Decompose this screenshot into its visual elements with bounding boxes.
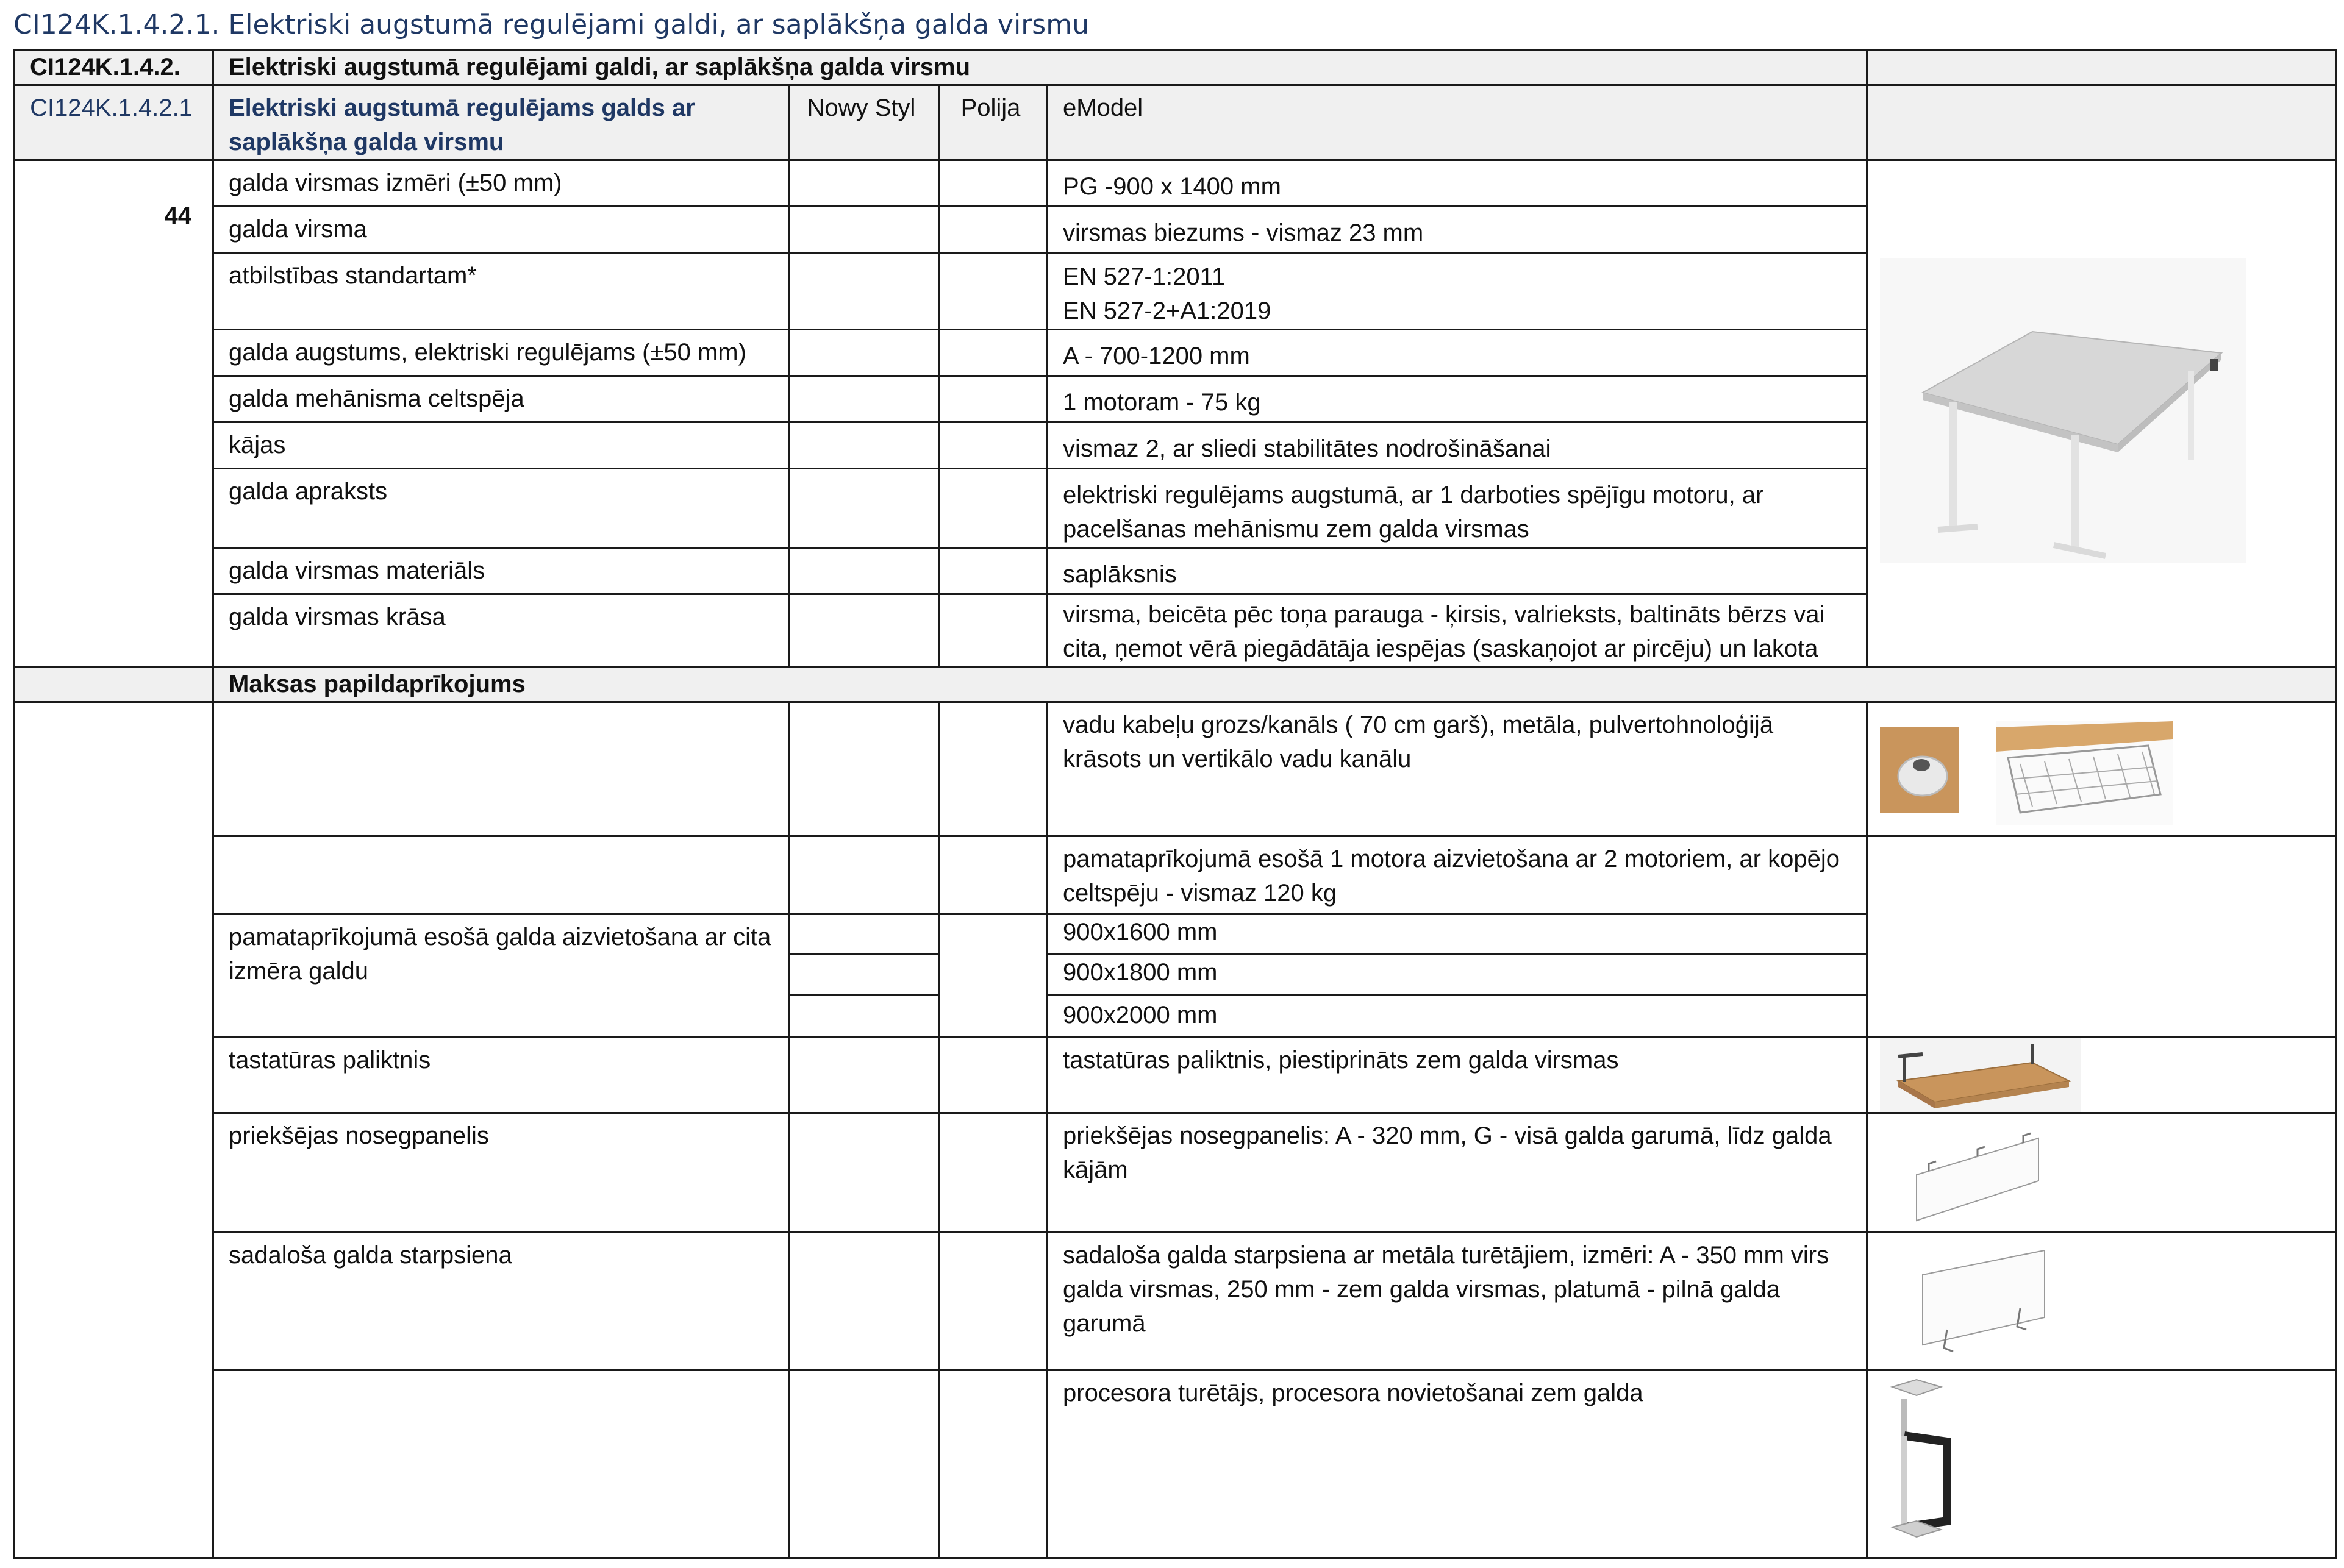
empty-cell <box>939 207 1048 253</box>
empty-cell <box>789 914 939 955</box>
spec-table-wrap <box>13 49 2335 1559</box>
spec-param: galda virsmas izmēri (±50 mm) <box>213 160 789 207</box>
spec-value: elektriski regulējams augstumā, ar 1 darboties spējīgu motoru, ar pacelšanas mehānismu zem galda virsmas <box>1048 469 1867 548</box>
spec-value: virsmas biezums - vismaz 23 mm <box>1048 207 1867 253</box>
extra-value: procesora turētājs, procesora novietošanai zem galda <box>1048 1370 1867 1558</box>
col-nowy-styl: Nowy Styl <box>789 85 939 160</box>
desk-image <box>1880 258 2246 563</box>
spec-value: virsma, beicēta pēc toņa parauga - ķirsis, valrieksts, baltināts bērzs vai cita, ņemot vērā piegādātāja iespējas (saskaņojot ar pircēju) un lakota <box>1048 594 1867 667</box>
empty-cell <box>789 160 939 207</box>
empty-cell <box>789 1113 939 1233</box>
empty-cell <box>789 376 939 422</box>
empty-cell <box>939 422 1048 469</box>
empty-cell <box>789 836 939 914</box>
empty-cell <box>15 702 213 1558</box>
col-polija: Polija <box>939 85 1048 160</box>
item-code: CI124K.1.4.2.1 <box>15 85 213 160</box>
spec-value-cell <box>1048 253 1867 330</box>
spec-table <box>13 49 2337 1559</box>
empty-cell <box>789 1370 939 1558</box>
size-option: 900x2000 mm <box>1048 995 1867 1038</box>
cable-image-cell <box>1867 702 2337 836</box>
empty-cell <box>939 702 1048 836</box>
empty-cell <box>15 667 213 702</box>
extra-row <box>15 1113 2337 1233</box>
quantity: 44 <box>15 160 213 667</box>
size-option: 900x1800 mm <box>1048 955 1867 995</box>
modesty-panel-image <box>1880 1120 2063 1230</box>
page-heading: CI124K.1.4.2.1. Elektriski augstumā regulējami galdi, ar saplākšņa galda virsmu <box>13 9 1089 40</box>
extra-row <box>15 1370 2337 1558</box>
empty-cell <box>939 1038 1048 1113</box>
header-empty-cell <box>1867 85 2337 160</box>
spec-value: 1 motoram - 75 kg <box>1048 376 1867 422</box>
grommet-image <box>1880 727 1959 813</box>
cable-basket-image <box>1996 721 2173 825</box>
empty-cell <box>789 422 939 469</box>
empty-cell <box>213 836 789 914</box>
extra-value: sadaloša galda starpsiena ar metāla turētājiem, izmēri: A - 350 mm virs galda virsmas, 250 mm - zem galda virsmas, platumā - pilnā galda garumā <box>1048 1233 1867 1370</box>
spec-value: A - 700-1200 mm <box>1048 330 1867 376</box>
empty-cell <box>939 160 1048 207</box>
empty-cell <box>939 1370 1048 1558</box>
spec-row <box>15 160 2337 207</box>
empty-cell <box>939 1113 1048 1233</box>
empty-cell <box>939 594 1048 667</box>
item-title: Elektriski augstumā regulējams galds ar saplākšņa galda virsmu <box>213 85 789 160</box>
empty-cell <box>213 702 789 836</box>
empty-cell <box>1867 914 2337 1038</box>
empty-cell <box>789 548 939 594</box>
extra-value: vadu kabeļu grozs/kanāls ( 70 cm garš), metāla, pulvertohnoloģijā krāsots un vertikālo vadu kanālu <box>1048 702 1867 836</box>
empty-cell <box>939 253 1048 330</box>
spec-param: atbilstības standartam* <box>213 253 789 330</box>
spec-value: PG -900 x 1400 mm <box>1048 160 1867 207</box>
spec-param: galda augstums, elektriski regulējams (±50 mm) <box>213 330 789 376</box>
spec-value: EN 527-1:2011 <box>1063 263 1226 290</box>
empty-cell <box>789 253 939 330</box>
section-title: Elektriski augstumā regulējami galdi, ar saplākšņa galda virsmu <box>213 50 1867 85</box>
header-row <box>15 85 2337 160</box>
extra-row <box>15 702 2337 836</box>
empty-cell <box>939 330 1048 376</box>
size-option: 900x1600 mm <box>1048 914 1867 955</box>
empty-cell <box>789 955 939 995</box>
divider-screen-image <box>1880 1238 2063 1367</box>
empty-cell <box>939 1233 1048 1370</box>
section-empty-cell <box>1867 50 2337 85</box>
cpu-holder-image <box>1880 1375 1971 1552</box>
extra-value: pamataprīkojumā esošā 1 motora aizvietošana ar 2 motoriem, ar kopējo celtspēju - vismaz 120 kg <box>1048 836 1867 914</box>
modesty-image-cell <box>1867 1113 2337 1233</box>
section-row <box>15 50 2337 85</box>
extras-title-row <box>15 667 2337 702</box>
extra-value: tastatūras paliktnis, piestiprināts zem galda virsmas <box>1048 1038 1867 1113</box>
desk-image-cell <box>1867 160 2337 667</box>
spec-param: kājas <box>213 422 789 469</box>
empty-cell <box>939 548 1048 594</box>
spec-value-second: EN 527-2+A1:2019 <box>1063 298 1271 324</box>
empty-cell <box>939 914 1048 1038</box>
empty-cell <box>1867 836 2337 914</box>
empty-cell <box>789 207 939 253</box>
empty-cell <box>789 702 939 836</box>
section-code: CI124K.1.4.2. <box>15 50 213 85</box>
spec-param: galda virsma <box>213 207 789 253</box>
extra-row <box>15 1038 2337 1113</box>
spec-param: galda mehānisma celtspēja <box>213 376 789 422</box>
spec-value: vismaz 2, ar sliedi stabilitātes nodrošināšanai <box>1048 422 1867 469</box>
extras-title: Maksas papildaprīkojums <box>213 667 2337 702</box>
empty-cell <box>789 330 939 376</box>
keyboard-image-cell <box>1867 1038 2337 1113</box>
extra-param: sadaloša galda starpsiena <box>213 1233 789 1370</box>
empty-cell <box>789 594 939 667</box>
extra-row <box>15 836 2337 914</box>
empty-cell <box>789 1233 939 1370</box>
extra-row <box>15 914 2337 955</box>
keyboard-tray-image <box>1880 1038 2081 1113</box>
empty-cell <box>939 469 1048 548</box>
col-emodel: eModel <box>1048 85 1867 160</box>
extra-value: priekšējas nosegpanelis: A - 320 mm, G - visā galda garumā, līdz galda kājām <box>1048 1113 1867 1233</box>
empty-cell <box>939 376 1048 422</box>
extra-row <box>15 1233 2337 1370</box>
spec-param: galda apraksts <box>213 469 789 548</box>
extra-param: tastatūras paliktnis <box>213 1038 789 1113</box>
extra-param: priekšējas nosegpanelis <box>213 1113 789 1233</box>
extra-param: pamataprīkojumā esošā galda aizvietošana ar cita izmēra galdu <box>213 914 789 1038</box>
spec-param: galda virsmas krāsa <box>213 594 789 667</box>
empty-cell <box>789 995 939 1038</box>
empty-cell <box>789 1038 939 1113</box>
spec-param: galda virsmas materiāls <box>213 548 789 594</box>
spec-value: saplāksnis <box>1048 548 1867 594</box>
divider-image-cell <box>1867 1233 2337 1370</box>
empty-cell <box>789 469 939 548</box>
cpu-image-cell <box>1867 1370 2337 1558</box>
empty-cell <box>939 836 1048 914</box>
empty-cell <box>213 1370 789 1558</box>
